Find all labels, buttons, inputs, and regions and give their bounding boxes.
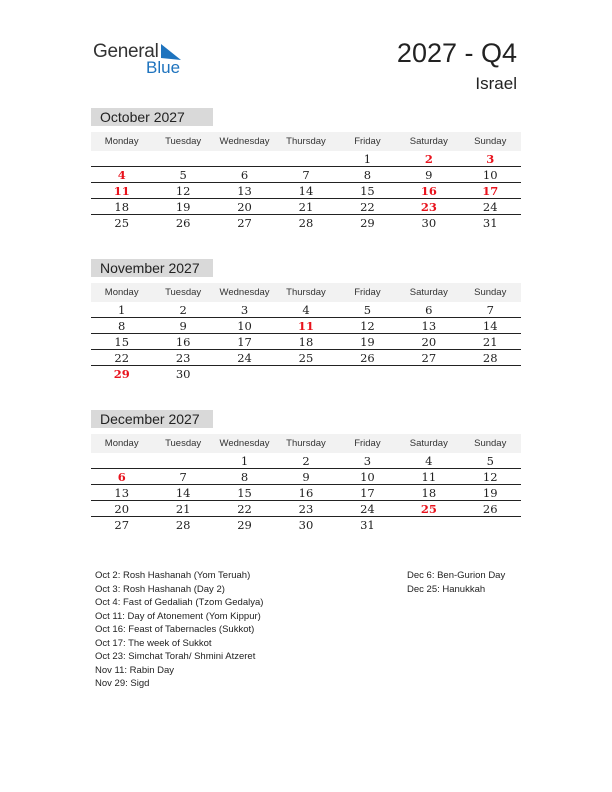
day-cell: 9 [179,319,187,333]
holiday-notes-left [95,569,263,691]
empty-day-cell [91,151,152,166]
weekday-label: Sunday [474,287,507,298]
page-title: 2027 - Q4 [396,38,517,68]
week-row [91,183,521,199]
brand-logo [93,41,193,81]
empty-day-cell [460,517,521,533]
day-cell: 23 [298,502,314,516]
holiday-note: Oct 3: Rosh Hashanah (Day 2) [95,583,225,595]
day-cell: 3 [363,454,372,468]
day-cell: 23 [175,351,191,365]
empty-day-cell [214,151,275,166]
day-cell: 15 [237,486,252,500]
holiday-note: Nov 11: Rabin Day [95,664,175,676]
day-cell: 24 [360,502,375,516]
day-cell: 1 [118,303,126,317]
day-cell: 17 [237,335,252,349]
day-cell: 26 [482,502,498,516]
weekday-label: Wednesday [219,136,270,147]
day-cell: 30 [175,367,191,381]
week-row [91,302,521,318]
holiday-note: Oct 17: The week of Sukkot [95,637,212,649]
day-cell: 2 [302,454,310,468]
day-cell: 18 [114,200,130,214]
day-cell: 21 [298,200,314,214]
week-row [91,517,521,533]
month-december [91,410,521,533]
day-cell: 13 [114,486,130,500]
day-cell: 8 [118,319,126,333]
day-cell: 13 [421,319,437,333]
holiday-notes-right [407,569,505,596]
holiday-day-cell: 11 [297,319,314,333]
day-cell: 14 [175,486,191,500]
holiday-day-cell: 11 [113,184,130,198]
month-label: November 2027 [91,259,213,277]
day-cell: 20 [421,335,437,349]
country-name: Israel [475,74,517,93]
day-cell: 22 [360,200,375,214]
day-cell: 5 [486,454,494,468]
day-cell: 16 [298,486,314,500]
day-cell: 27 [114,518,130,532]
day-cell: 29 [237,518,252,532]
day-cell: 28 [482,351,498,365]
day-cell: 31 [482,216,498,230]
day-cell: 6 [425,303,433,317]
day-cell: 4 [425,454,433,468]
weekday-label: Thursday [286,438,326,449]
day-cell: 5 [179,168,187,182]
empty-day-cell [152,151,213,166]
day-cell: 7 [302,168,310,182]
day-cell: 19 [482,486,498,500]
week-row [91,350,521,366]
day-cell: 15 [360,184,375,198]
holiday-note: Nov 29: Sigd [95,678,150,689]
day-cell: 4 [302,303,310,317]
weekday-label: Tuesday [165,438,202,449]
day-cell: 18 [298,335,314,349]
holiday-day-cell: 4 [117,168,126,182]
day-cell: 16 [175,335,191,349]
month-label: October 2027 [91,108,213,126]
day-cell: 9 [425,168,433,182]
week-row [91,215,521,231]
day-cell: 20 [237,200,252,214]
weekday-header [91,283,521,302]
day-cell: 14 [298,184,314,198]
holiday-day-cell: 3 [486,152,495,166]
day-cell: 25 [298,351,314,365]
day-cell: 17 [360,486,375,500]
day-cell: 22 [114,351,130,365]
weekday-label: Monday [104,438,139,449]
empty-day-cell [275,151,336,166]
day-cell: 31 [360,518,375,532]
weekday-label: Friday [354,287,381,298]
brand-word-blue: Blue [146,58,181,77]
day-cell: 12 [482,470,498,484]
day-cell: 13 [237,184,252,198]
day-cell: 19 [360,335,375,349]
month-november [91,259,521,382]
day-cell: 24 [237,351,252,365]
day-cell: 7 [486,303,494,317]
day-cell: 21 [175,502,191,516]
weekday-label: Thursday [286,287,326,298]
day-cell: 12 [175,184,191,198]
day-cell: 14 [482,319,498,333]
day-cell: 30 [298,518,314,532]
week-row [91,151,521,167]
week-row [91,469,521,485]
day-cell: 20 [114,502,130,516]
week-row [91,366,521,382]
empty-day-cell [214,366,275,382]
holiday-note: Oct 4: Fast of Gedaliah (Tzom Gedalya) [95,597,264,608]
day-cell: 22 [237,502,252,516]
day-cell: 11 [421,470,437,484]
week-row [91,453,521,469]
holiday-note: Dec 6: Ben-Gurion Day [407,570,506,581]
weekday-header [91,434,521,453]
weekday-label: Tuesday [165,136,202,147]
brand-triangle-icon [161,44,183,62]
weekday-label: Friday [354,438,381,449]
week-row [91,485,521,501]
week-row [91,167,521,183]
holiday-day-cell: 25 [420,502,437,516]
weekday-label: Saturday [409,438,448,449]
holiday-note: Oct 23: Simchat Torah/ Shmini Atzeret [95,651,256,662]
empty-day-cell [398,366,459,382]
weekday-label: Sunday [474,136,507,147]
day-cell: 21 [482,335,498,349]
day-cell: 8 [363,168,372,182]
holiday-note: Oct 2: Rosh Hashanah (Yom Teruah) [95,570,251,581]
week-row [91,501,521,517]
day-cell: 28 [298,216,314,230]
weekday-label: Wednesday [219,287,270,298]
day-cell: 5 [363,303,372,317]
holiday-note: Oct 11: Day of Atonement (Yom Kippur) [95,610,261,622]
holiday-day-cell: 2 [424,152,433,166]
day-cell: 10 [360,470,375,484]
week-row [91,318,521,334]
day-cell: 26 [360,351,375,365]
empty-day-cell [152,453,213,468]
holiday-day-cell: 17 [482,184,499,198]
day-cell: 28 [175,518,191,532]
day-cell: 30 [421,216,437,230]
day-cell: 10 [237,319,252,333]
day-cell: 25 [114,216,130,230]
month-october [91,108,521,231]
day-cell: 6 [240,168,249,182]
day-cell: 27 [421,351,437,365]
empty-day-cell [398,517,459,533]
empty-day-cell [91,453,152,468]
weekday-label: Sunday [474,438,507,449]
empty-day-cell [460,366,521,382]
day-cell: 8 [240,470,249,484]
holiday-day-cell: 29 [113,367,130,381]
day-cell: 15 [114,335,130,349]
weekday-label: Tuesday [165,287,202,298]
brand-word-general: General [93,41,159,62]
day-cell: 29 [360,216,375,230]
empty-day-cell [275,366,336,382]
weekday-label: Friday [354,136,381,147]
weekday-label: Saturday [409,136,448,147]
day-cell: 18 [421,486,437,500]
holiday-note: Dec 25: Hanukkah [407,583,486,595]
day-cell: 26 [175,216,191,230]
day-cell: 7 [179,470,187,484]
holiday-note: Oct 16: Feast of Tabernacles (Sukkot) [95,624,255,635]
weekday-label: Monday [104,136,139,147]
day-cell: 9 [302,470,310,484]
day-cell: 1 [240,454,249,468]
day-cell: 2 [179,303,187,317]
day-cell: 27 [237,216,252,230]
week-row [91,334,521,350]
weekday-label: Monday [104,287,139,298]
month-label: December 2027 [91,410,213,428]
day-cell: 10 [482,168,498,182]
holiday-day-cell: 23 [420,200,437,214]
day-cell: 1 [363,152,372,166]
weekday-header [91,132,521,151]
day-cell: 24 [482,200,498,214]
holiday-day-cell: 16 [420,184,437,198]
empty-day-cell [337,366,398,382]
holiday-day-cell: 6 [117,470,126,484]
day-cell: 19 [175,200,191,214]
weekday-label: Thursday [286,136,326,147]
day-cell: 12 [360,319,375,333]
day-cell: 3 [240,303,249,317]
weekday-label: Saturday [409,287,448,298]
week-row [91,199,521,215]
weekday-label: Wednesday [219,438,270,449]
